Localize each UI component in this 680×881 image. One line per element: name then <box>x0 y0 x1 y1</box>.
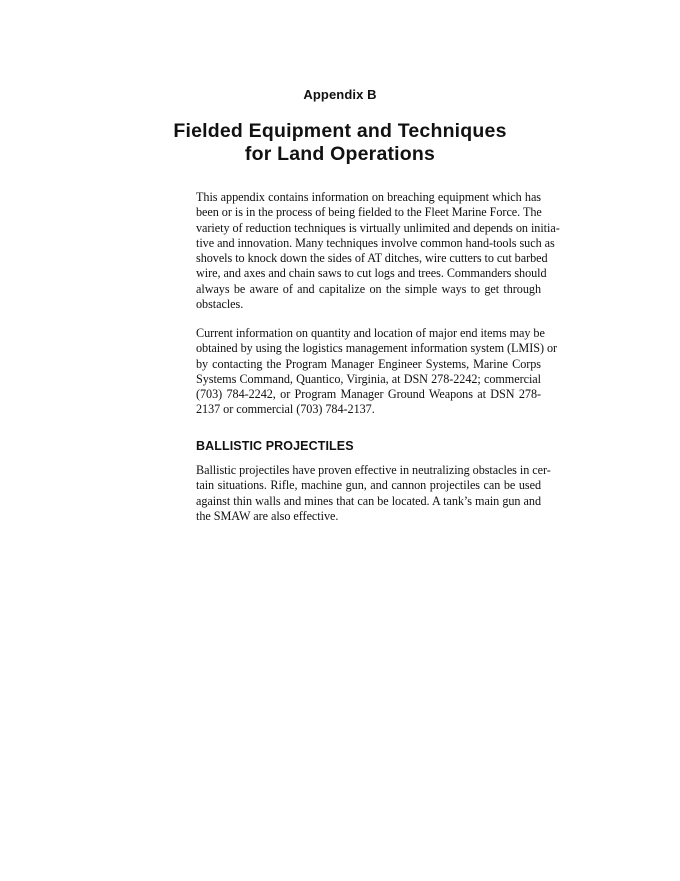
paragraph-line: shovels to knock down the sides of AT ditches, wire cutters to cut barbed <box>196 251 548 266</box>
title-line-2: for Land Operations <box>244 143 436 165</box>
paragraph-line: Ballistic projectiles have proven effective in neutralizing obstacles in cer- <box>196 463 551 477</box>
paragraph-line: This appendix contains information on breaching equipment which has <box>196 190 541 204</box>
title-line-1: Fielded Equipment and Techniques <box>173 120 507 142</box>
paragraph-ballistic-projectiles <box>196 463 551 524</box>
paragraph-line: tain situations. Rifle, machine gun, and cannon projectiles can be used <box>196 478 541 493</box>
paragraph-line: Current information on quantity and location of major end items may be <box>196 326 545 340</box>
page-title <box>0 120 680 166</box>
paragraph-line: Systems Command, Quantico, Virginia, at DSN 278-2242; commercial <box>196 371 541 386</box>
paragraph-line: wire, and axes and chain saws to cut logs and trees. Commanders should <box>196 266 547 281</box>
paragraph-line: tive and innovation. Many techniques involve common hand-tools such as <box>196 235 555 250</box>
paragraph-line: obtained by using the logistics management information system (LMIS) or <box>196 341 557 356</box>
paragraph-current-information <box>196 326 557 418</box>
paragraph-line: against thin walls and mines that can be located. A tank’s main gun and <box>196 493 541 508</box>
paragraph-line: (703) 784-2242, or Program Manager Ground Weapons at DSN 278- <box>196 387 541 402</box>
appendix-label: Appendix B <box>303 87 377 102</box>
paragraph-line: 2137 or commercial (703) 784-2137. <box>196 402 375 417</box>
paragraph-line: always be aware of and capitalize on the simple ways to get through <box>196 281 541 296</box>
paragraph-line: the SMAW are also effective. <box>196 508 339 523</box>
paragraph-line: variety of reduction techniques is virtually unlimited and depends on initia- <box>196 220 560 235</box>
section-heading: BALLISTIC PROJECTILES <box>196 439 354 453</box>
paragraph-intro <box>196 190 560 312</box>
paragraph-line: obstacles. <box>196 297 244 312</box>
paragraph-line: been or is in the process of being fielded to the Fleet Marine Force. The <box>196 205 542 220</box>
paragraph-line: by contacting the Program Manager Engineer Systems, Marine Corps <box>196 356 541 371</box>
